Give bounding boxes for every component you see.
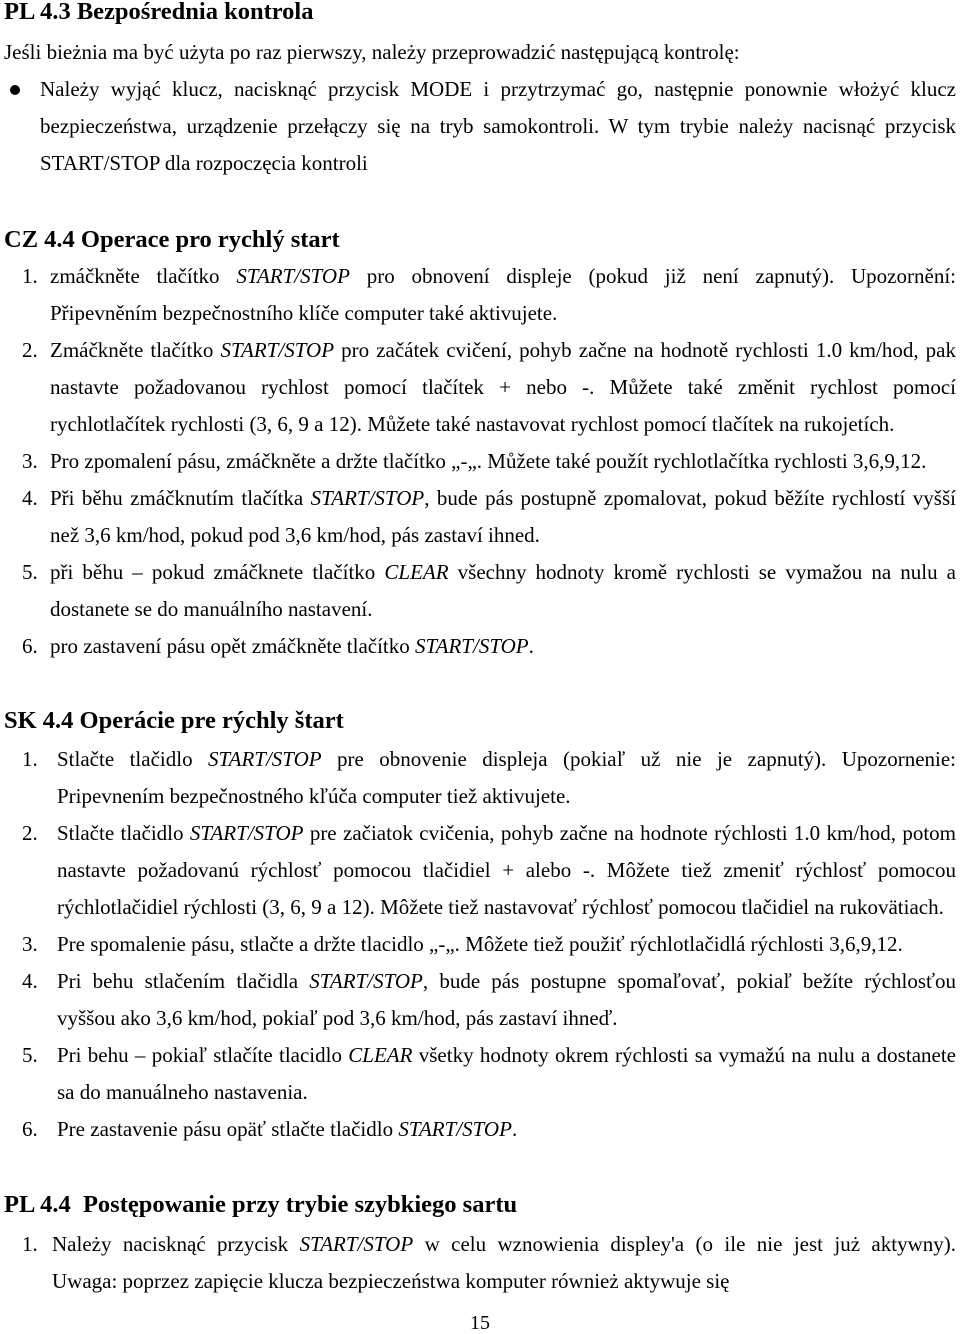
text-run: rýchlotlačidiel rýchlosti (3, 6, 9 a 12). Môžete tiež nastavovať rýchlosť pomocou tlačidiel na rukovätiach.	[57, 895, 944, 919]
text-line	[57, 963, 956, 1000]
item-number: 2.	[22, 338, 38, 362]
key-label: START/STOP	[398, 1117, 512, 1141]
list-item	[0, 628, 956, 665]
item-number: 5.	[22, 560, 38, 584]
list-item	[0, 1226, 956, 1300]
section-heading: PL 4.4 Postępowanie przy trybie szybkiego sartu	[4, 1191, 518, 1218]
text-run: rychlotlačítek rychlosti (3, 6, 9 a 12). Můžete také nastavovat rychlost pomocí tlačítek na rukojetích.	[50, 412, 895, 436]
key-label: START/STOP	[220, 338, 335, 362]
text-run: Pri behu stlačením tlačidla	[57, 969, 310, 993]
text-run: pre začiatok cvičenia, pohyb začne na hodnote rýchlosti 1.0 km/hod, potom	[303, 821, 957, 845]
text-run: Należy wyjąć klucz, nacisknąć przycisk MODE i przytrzymać go, następnie ponownie włożyć klucz	[40, 77, 956, 101]
section-body	[0, 741, 960, 1148]
text-run: vyššou ako 3,6 km/hod, pokiaľ pod 3,6 km/hod, pás zastaví ihneď.	[57, 1006, 618, 1030]
text-line	[50, 369, 956, 406]
list-item	[0, 815, 956, 926]
list-item	[0, 1111, 956, 1148]
text-line	[57, 1037, 956, 1074]
text-run: w celu wznowienia displey'a (o ile nie jest już aktywny).	[413, 1232, 956, 1256]
section-body	[0, 1226, 960, 1300]
item-number: 3.	[22, 449, 38, 473]
bullet-icon	[10, 85, 20, 95]
key-label: CLEAR	[384, 560, 449, 584]
section-heading: CZ 4.4 Operace pro rychlý start	[4, 226, 340, 253]
text-line	[40, 145, 956, 182]
text-line	[40, 71, 956, 108]
key-label: START/STOP	[299, 1232, 414, 1256]
section-pl-4-3	[0, 0, 960, 182]
text-run: Stlačte tlačidlo	[57, 747, 209, 771]
text-line	[50, 295, 956, 332]
text-run: Uwaga: poprzez zapięcie klucza bezpieczeństwa komputer również aktywuje się	[52, 1269, 730, 1293]
text-line	[57, 1074, 956, 1111]
text-line	[57, 926, 956, 963]
section-cz-4-4	[0, 226, 960, 665]
text-line	[50, 258, 956, 295]
section-body	[0, 258, 960, 665]
text-line	[50, 443, 956, 480]
list-item	[0, 480, 956, 554]
paragraph	[0, 34, 956, 71]
text-line	[57, 889, 956, 926]
section-heading: PL 4.3 Bezpośrednia kontrola	[4, 0, 314, 25]
text-line	[57, 815, 956, 852]
section-pl-4-4	[0, 1191, 960, 1300]
item-number: 4.	[22, 969, 38, 993]
text-run: .	[528, 634, 534, 658]
list-item	[0, 926, 956, 963]
text-run: Zmáčkněte tlačítko	[50, 338, 221, 362]
key-label: START/STOP	[310, 486, 425, 510]
text-run: START/STOP dla rozpoczęcia kontroli	[40, 151, 368, 175]
text-run: pro zastavení pásu opět zmáčkněte tlačítko	[50, 634, 416, 658]
text-line	[4, 34, 956, 71]
text-line	[50, 554, 956, 591]
key-label: CLEAR	[348, 1043, 413, 1067]
text-run: .	[511, 1117, 518, 1141]
text-line	[50, 480, 956, 517]
item-text	[57, 815, 956, 926]
text-line	[50, 406, 956, 443]
text-run: Należy nacisknąć przycisk	[52, 1232, 300, 1256]
page-number: 15	[470, 1312, 490, 1334]
item-text	[50, 332, 956, 443]
text-run: nastavte požadovanú rýchlosť pomocou tlačidiel + alebo -. Môžete tiež zmeniť rýchlosť pomocou	[57, 858, 956, 882]
text-line	[57, 1000, 956, 1037]
section-sk-4-4	[0, 707, 960, 1148]
text-run: pro obnovení displeje (pokud již není zapnutý). Upozornění:	[349, 264, 956, 288]
item-text	[50, 258, 956, 332]
text-run: Při běhu zmáčknutím tlačítka	[50, 486, 311, 510]
text-line	[50, 628, 956, 665]
bullet-item	[0, 71, 956, 182]
text-line	[57, 852, 956, 889]
item-text	[40, 71, 956, 182]
item-text	[50, 554, 956, 628]
item-number: 2.	[22, 821, 38, 845]
item-number: 1.	[22, 747, 38, 771]
list-item	[0, 741, 956, 815]
text-run: bezpieczeństwa, urządzenie przełączy się na tryb samokontroli. W tym trybie należy nacisnąć przycisk	[40, 114, 956, 138]
text-run: všetky hodnoty okrem rýchlosti sa vymažú na nulu a dostanete	[412, 1043, 956, 1067]
list-item	[0, 1037, 956, 1111]
text-run: dostanete se do manuálního nastavení.	[50, 597, 373, 621]
text-run: zmáčkněte tlačítko	[50, 264, 237, 288]
item-text	[57, 963, 956, 1037]
text-line	[40, 108, 956, 145]
text-line	[57, 778, 956, 815]
item-text	[52, 1226, 956, 1300]
key-label: START/STOP	[236, 264, 350, 288]
text-run: , bude pás postupne spomaľovať, pokiaľ bežíte rýchlosťou	[422, 969, 956, 993]
item-number: 6.	[22, 1117, 38, 1141]
text-line	[52, 1226, 956, 1263]
list-item	[0, 554, 956, 628]
list-item	[0, 963, 956, 1037]
item-number: 5.	[22, 1043, 38, 1067]
text-line	[57, 741, 956, 778]
text-run: Stlačte tlačidlo	[57, 821, 190, 845]
item-number: 1.	[22, 264, 38, 288]
text-run: nastavte požadovanou rychlost pomocí tlačítek + nebo -. Můžete také změnit rychlost pomocí	[50, 375, 956, 399]
text-run: pre obnovenie displeja (pokiaľ už nie je zapnutý). Upozornenie:	[321, 747, 957, 771]
text-run: sa do manuálneho nastavenia.	[57, 1080, 308, 1104]
item-text	[50, 628, 956, 665]
text-run: Pri behu – pokiaľ stlačíte tlacidlo	[57, 1043, 349, 1067]
list-item	[0, 258, 956, 332]
item-text	[50, 480, 956, 554]
text-run: všechny hodnoty kromě rychlosti se vymažou na nulu a	[448, 560, 957, 584]
text-run: Jeśli bieżnia ma być użyta po raz pierwszy, należy przeprowadzić następującą kontrolę:	[4, 40, 740, 64]
key-label: START/STOP	[309, 969, 423, 993]
text-line	[57, 1111, 956, 1148]
section-heading: SK 4.4 Operácie pre rýchly štart	[4, 707, 344, 734]
item-text	[57, 926, 956, 963]
item-number: 3.	[22, 932, 38, 956]
key-label: START/STOP	[189, 821, 304, 845]
text-run: , bude pás postupně zpomalovat, pokud běžíte rychlostí vyšší	[424, 486, 956, 510]
item-text	[57, 741, 956, 815]
key-label: START/STOP	[208, 747, 322, 771]
section-body	[0, 34, 960, 182]
text-run: Připevněním bezpečnostního klíče computer také aktivujete.	[50, 301, 558, 325]
item-text	[57, 1037, 956, 1111]
key-label: START/STOP	[415, 634, 529, 658]
text-run: Pripevnením bezpečnostného kľúča computer tiež aktivujete.	[57, 784, 571, 808]
item-number: 4.	[22, 486, 38, 510]
item-number: 6.	[22, 634, 38, 658]
text-line	[50, 517, 956, 554]
item-text	[57, 1111, 956, 1148]
text-run: Pro zpomalení pásu, zmáčkněte a držte tlačítko „-„. Můžete také použít rychlotlačítka rychlosti 3,6,9,12.	[50, 449, 927, 473]
text-line	[50, 591, 956, 628]
list-item	[0, 332, 956, 443]
item-number: 1.	[22, 1232, 38, 1256]
text-run: pro začátek cvičení, pohyb začne na hodnotě rychlosti 1.0 km/hod, pak	[334, 338, 956, 362]
list-item	[0, 443, 956, 480]
text-run: Pre spomalenie pásu, stlačte a držte tlacidlo „-„. Môžete tiež použiť rýchlotlačidlá rýchlosti 3,6,9,12.	[57, 932, 903, 956]
item-text	[50, 443, 956, 480]
text-run: Pre zastavenie pásu opäť stlačte tlačidlo	[57, 1117, 399, 1141]
text-run: při běhu – pokud zmáčknete tlačítko	[50, 560, 385, 584]
text-line	[50, 332, 956, 369]
text-line	[52, 1263, 956, 1300]
text-run: než 3,6 km/hod, pokud pod 3,6 km/hod, pás zastaví ihned.	[50, 523, 540, 547]
